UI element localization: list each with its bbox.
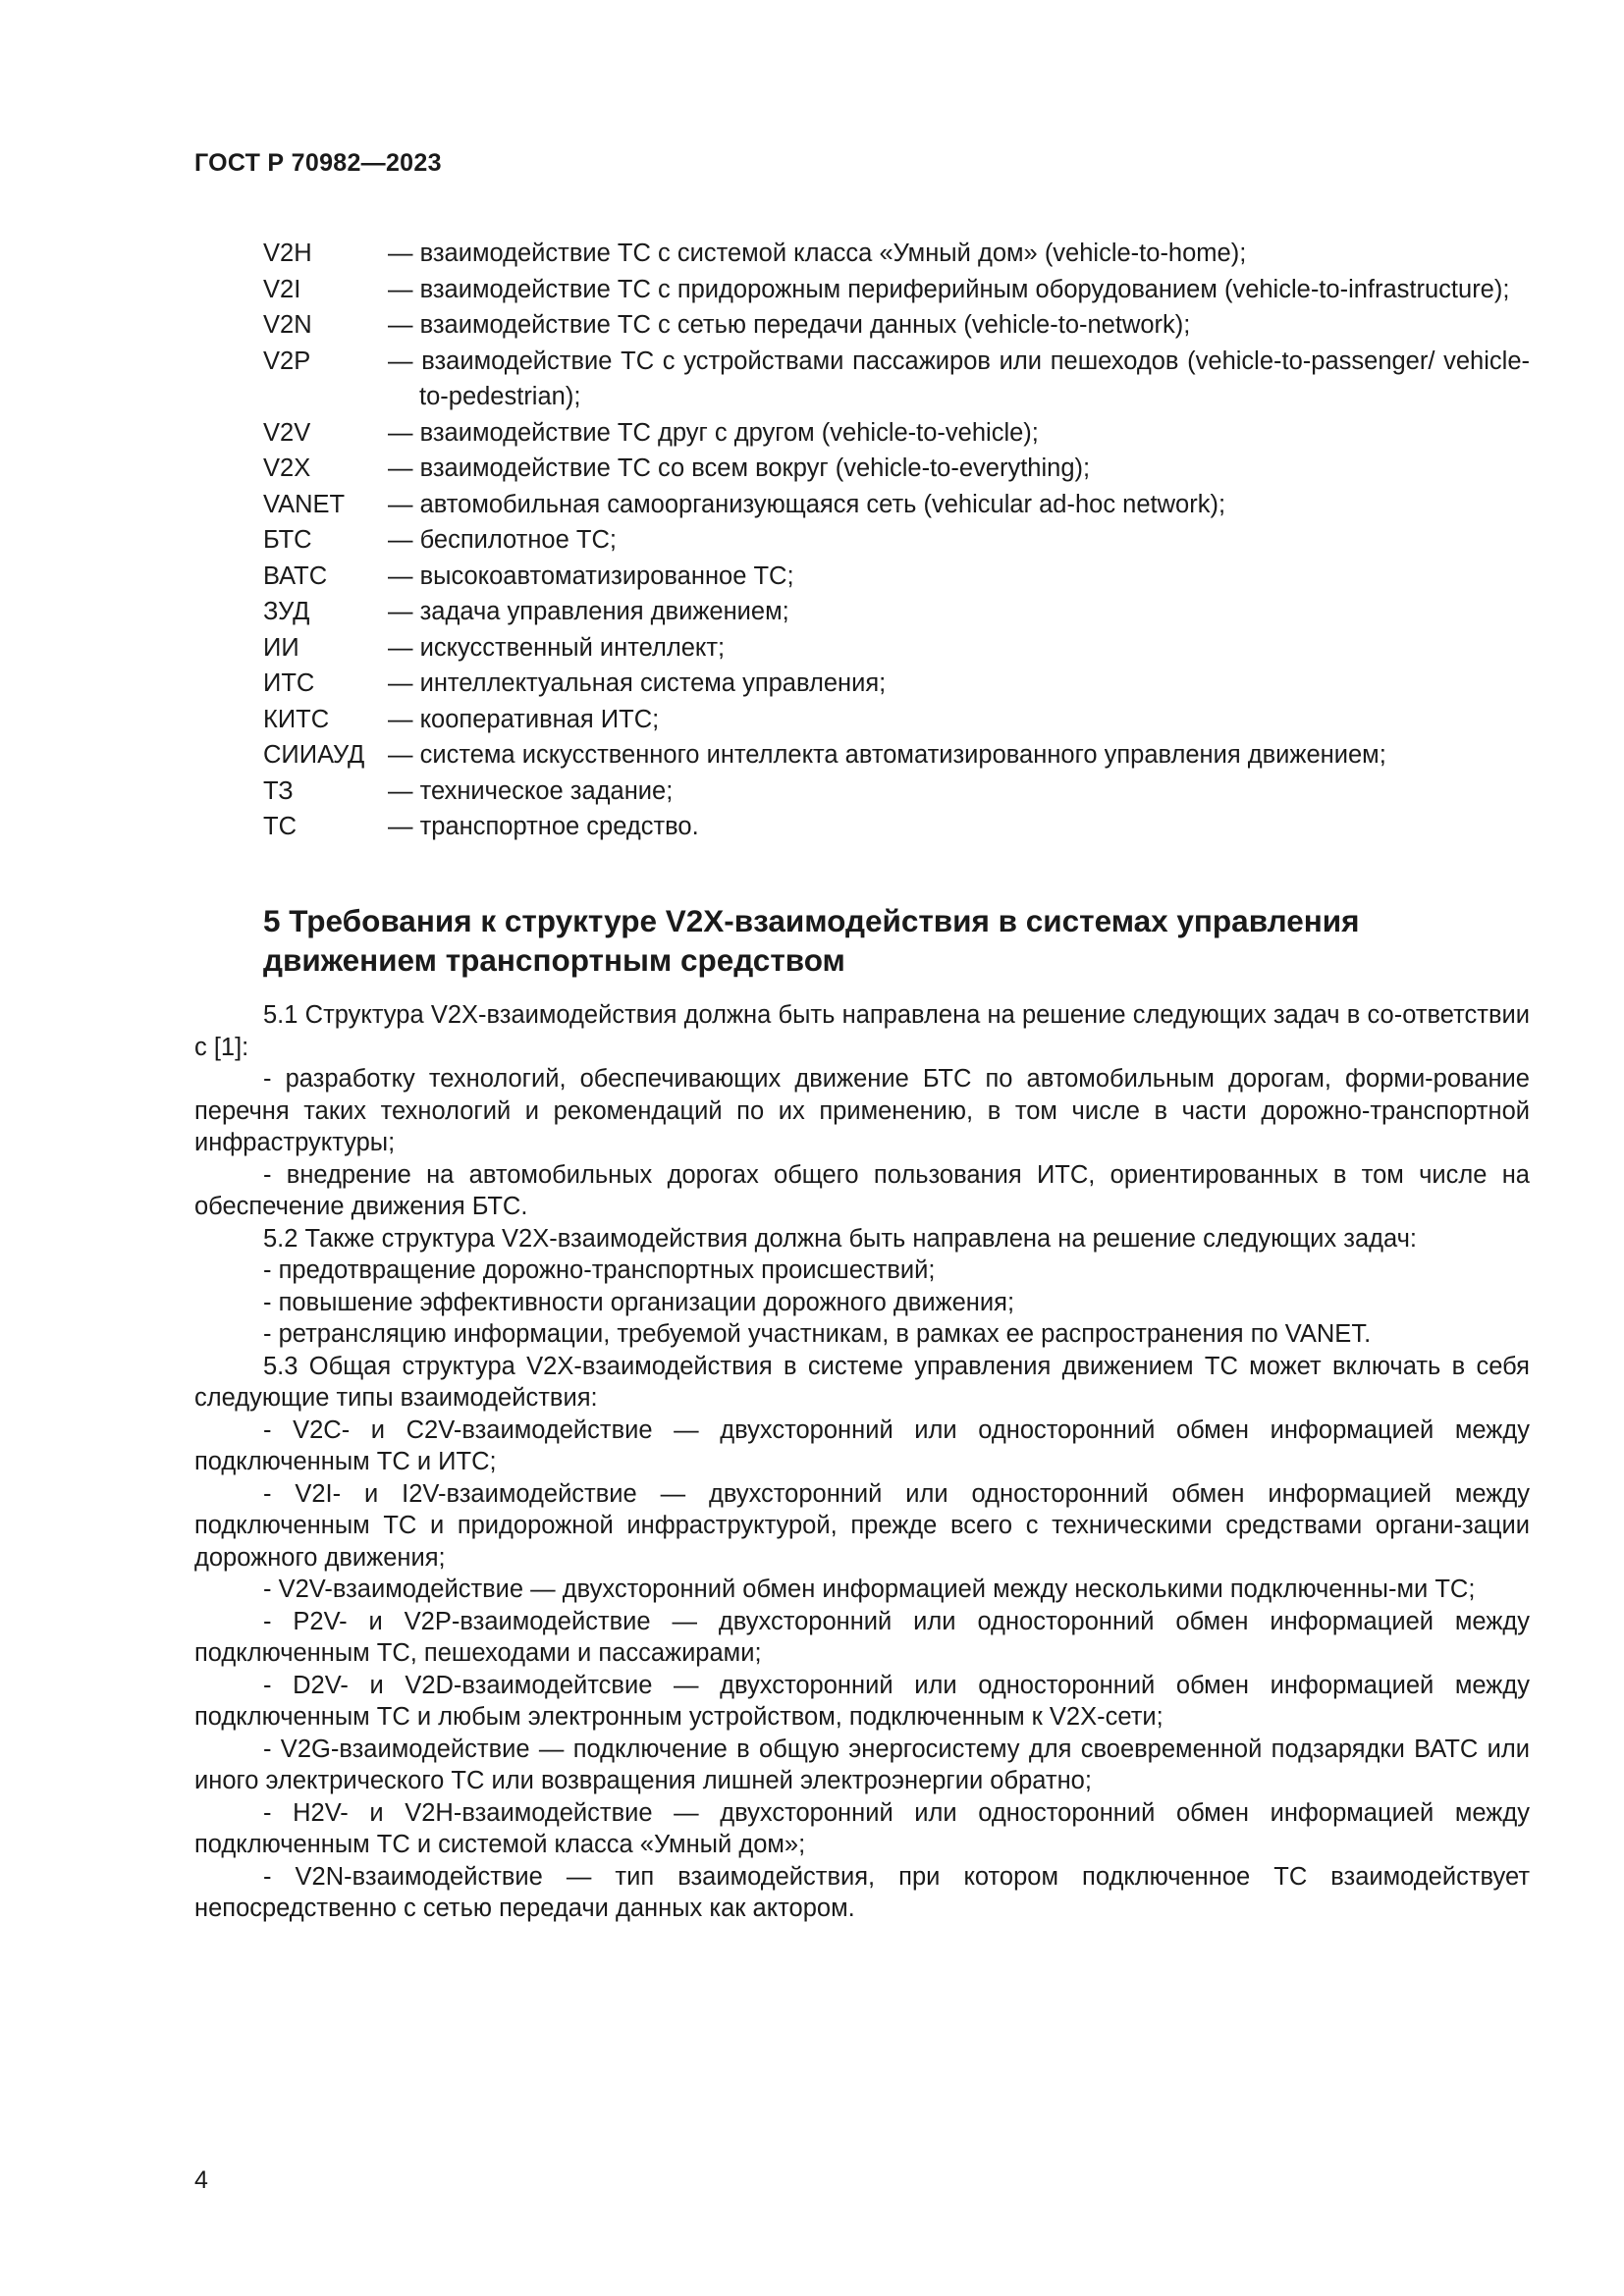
abbreviation-term: ИИ <box>263 633 299 662</box>
abbreviation-row <box>263 594 1530 630</box>
abbreviation-row <box>263 307 1530 344</box>
abbreviation-definition: — транспортное средство. <box>388 813 699 840</box>
abbreviation-term: ИТС <box>263 669 315 697</box>
abbreviation-row <box>263 702 1530 738</box>
abbreviation-row <box>263 737 1530 774</box>
abbreviation-term: VANET <box>263 490 346 518</box>
abbreviation-definition: — искусственный интеллект; <box>388 633 726 662</box>
paragraph: 5.3 Общая структура V2X-взаимодействия в системе управления движением ТС может включать в себя следующие типы взаимодействия: <box>194 1352 1530 1412</box>
abbreviation-term: V2H <box>263 240 312 267</box>
abbreviation-definition: — автомобильная самоорганизующаяся сеть (vehicular ad-hoc network); <box>388 490 1226 518</box>
abbreviation-definition: — взаимодействие ТС с придорожным периферийным оборудованием (vehicle-to-infrastructure); <box>388 275 1510 303</box>
abbreviations-list <box>263 236 1530 845</box>
page-number: 4 <box>194 2166 208 2194</box>
abbreviation-row <box>263 522 1530 559</box>
paragraph: - ретрансляцию информации, требуемой участникам, в рамках ее распространения по VANET. <box>263 1320 1372 1348</box>
paragraph: - P2V- и V2P-взаимодействие — двухсторонний или односторонний обмен информацией между подключенным ТС, пешеходами и пассажирами; <box>194 1607 1530 1667</box>
abbreviation-row <box>263 451 1530 487</box>
abbreviation-term: ВАТС <box>263 561 328 590</box>
abbreviation-row <box>263 809 1530 845</box>
abbreviation-term: V2N <box>263 311 312 339</box>
paragraph: - V2N-взаимодействие — тип взаимодействия, при котором подключенное ТС взаимодействует непосредственно с сетью передачи данных как актором. <box>194 1862 1530 1922</box>
abbreviation-definition: — интеллектуальная система управления; <box>388 669 887 697</box>
abbreviation-row <box>263 236 1530 272</box>
abbreviation-definition: — взаимодействие ТС со всем вокруг (vehicle-to-everything); <box>388 454 1091 482</box>
abbreviation-row <box>263 559 1530 595</box>
abbreviation-term: БТС <box>263 526 312 554</box>
abbreviation-definition: — кооперативная ИТС; <box>388 705 660 733</box>
paragraph: - V2I- и I2V-взаимодействие — двухсторонний или односторонний обмен информацией между подключенным ТС и придорожной инфраструктурой, прежде всего с техническими средствами органи-зации дорожного движения; <box>194 1479 1530 1572</box>
abbreviation-definition: — взаимодействие ТС с сетью передачи данных (vehicle-to-network); <box>388 311 1191 339</box>
abbreviation-row <box>263 415 1530 452</box>
abbreviation-term: КИТС <box>263 705 330 733</box>
abbreviation-row <box>263 774 1530 810</box>
abbreviation-term: ТС <box>263 813 297 840</box>
paragraph: - H2V- и V2H-взаимодействие — двухсторонний или односторонний обмен информацией между подключенным ТС и системой класса «Умный дом»; <box>194 1798 1530 1858</box>
abbreviation-term: V2I <box>263 275 301 303</box>
paragraph: - D2V- и V2D-взаимодейтсвие — двухсторонний или односторонний обмен информацией между подключенным ТС и любым электронным устройством, подключенным к V2X-сети; <box>194 1671 1530 1731</box>
abbreviation-row <box>263 666 1530 702</box>
abbreviation-row <box>263 272 1530 308</box>
abbreviation-definition: — система искусственного интеллекта автоматизированного управления движением; <box>388 741 1386 769</box>
paragraph: 5.2 Также структура V2X-взаимодействия должна быть направлена на решение следующих задач: <box>263 1224 1417 1253</box>
paragraph: - разработку технологий, обеспечивающих движение БТС по автомобильным дорогам, форми-рование перечня таких технологий и рекомендаций по их применению, в том числе в части дорожно-транспортной инфраструктуры; <box>194 1065 1530 1156</box>
abbreviation-definition: — взаимодействие ТС с системой класса «Умный дом» (vehicle-to-home); <box>388 240 1247 267</box>
section-heading: 5 Требования к структуре V2X-взаимодействия в системах управления движением транспортным средством <box>263 903 1360 978</box>
paragraph: - V2V-взаимодействие — двухсторонний обмен информацией между несколькими подключенны-ми ТС; <box>263 1575 1476 1603</box>
abbreviation-definition: — взаимодействие ТС с устройствами пассажиров или пешеходов (vehicle-to-passenger/ vehicle-to-pedestrian); <box>388 347 1530 410</box>
abbreviation-definition: — взаимодействие ТС друг с другом (vehicle-to-vehicle); <box>388 418 1039 447</box>
abbreviation-term: ЗУД <box>263 598 310 625</box>
abbreviation-row <box>263 344 1530 415</box>
section-body <box>194 999 1530 1925</box>
paragraph: - повышение эффективности организации дорожного движения; <box>263 1288 1015 1316</box>
paragraph: - внедрение на автомобильных дорогах общего пользования ИТС, ориентированных в том числе на обеспечение движения БТС. <box>194 1160 1530 1220</box>
abbreviation-term: ТЗ <box>263 776 294 805</box>
standard-header: ГОСТ Р 70982—2023 <box>194 149 442 177</box>
abbreviation-row <box>263 487 1530 523</box>
abbreviation-row <box>263 630 1530 667</box>
abbreviation-definition: — задача управления движением; <box>388 598 789 625</box>
abbreviation-definition: — беспилотное ТС; <box>388 526 617 554</box>
paragraph: - V2C- и C2V-взаимодействие — двухсторонний или односторонний обмен информацией между подключенным ТС и ИТС; <box>194 1415 1530 1475</box>
paragraph: 5.1 Структура V2X-взаимодействия должна быть направлена на решение следующих задач в со-ответствии с [1]: <box>194 1001 1530 1061</box>
paragraph: - предотвращение дорожно-транспортных происшествий; <box>263 1256 936 1284</box>
abbreviation-term: V2P <box>263 347 311 375</box>
abbreviation-term: V2V <box>263 418 311 447</box>
abbreviation-definition: — техническое задание; <box>388 776 674 805</box>
abbreviation-definition: — высокоавтоматизированное ТС; <box>388 561 794 590</box>
abbreviation-term: СИИАУД <box>263 741 365 769</box>
abbreviation-term: V2X <box>263 454 311 482</box>
paragraph: - V2G-взаимодействие — подключение в общую энергосистему для своевременной подзарядки ВАТС или иного электрического ТС или возвращения лишней электроэнергии обратно; <box>194 1735 1530 1794</box>
